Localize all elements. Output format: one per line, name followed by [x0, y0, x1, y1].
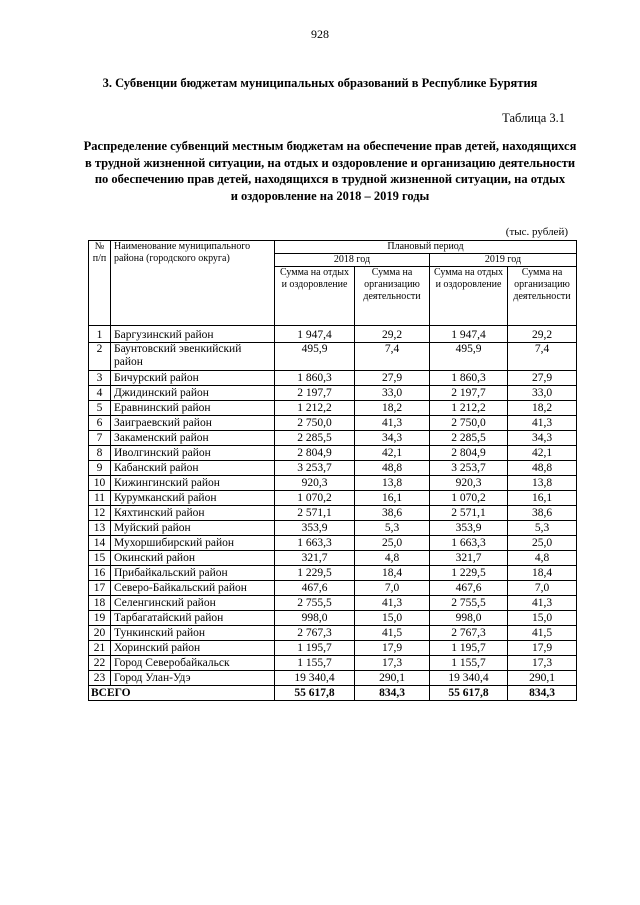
sum-2019-rest: 2 285,5	[430, 431, 508, 446]
sum-2019-organization: 7,0	[508, 581, 577, 596]
table-row	[89, 611, 577, 626]
sum-2018-organization: 18,4	[355, 566, 430, 581]
table-row	[89, 416, 577, 431]
sum-2018-organization: 13,8	[355, 476, 430, 491]
sum-2019-rest: 353,9	[430, 521, 508, 536]
header-2019-organization: Сумма на организацию деятельности	[508, 267, 577, 326]
sum-2019-organization: 25,0	[508, 536, 577, 551]
sum-2019-rest: 1 195,7	[430, 641, 508, 656]
district-name: Хоринский район	[111, 641, 275, 656]
sum-2018-organization: 290,1	[355, 671, 430, 686]
table-row	[89, 401, 577, 416]
table-row	[89, 641, 577, 656]
sum-2018-rest: 2 804,9	[275, 446, 355, 461]
total-2018-rest: 55 617,8	[275, 686, 355, 701]
row-number: 2	[89, 343, 111, 371]
total-row	[89, 686, 577, 701]
sum-2018-rest: 321,7	[275, 551, 355, 566]
district-name: Кабанский район	[111, 461, 275, 476]
sum-2018-organization: 33,0	[355, 386, 430, 401]
page-number: 928	[311, 27, 329, 41]
sum-2019-organization: 38,6	[508, 506, 577, 521]
sum-2019-organization: 5,3	[508, 521, 577, 536]
units-label: (тыс. рублей)	[505, 226, 568, 238]
sum-2018-organization: 16,1	[355, 491, 430, 506]
table-title-line: в трудной жизненной ситуации, на отдых и оздоровление и организацию деятельности	[84, 155, 576, 170]
table-row	[89, 461, 577, 476]
sum-2018-rest: 3 253,7	[275, 461, 355, 476]
sum-2018-organization: 29,2	[355, 326, 430, 343]
sum-2018-rest: 467,6	[275, 581, 355, 596]
sum-2018-rest: 2 767,3	[275, 626, 355, 641]
sum-2019-rest: 2 804,9	[430, 446, 508, 461]
district-name: Тарбагатайский район	[111, 611, 275, 626]
table-row	[89, 656, 577, 671]
header-year-2018: 2018 год	[275, 254, 430, 267]
sum-2018-rest: 1 070,2	[275, 491, 355, 506]
sum-2019-organization: 17,3	[508, 656, 577, 671]
sum-2018-rest: 2 197,7	[275, 386, 355, 401]
sum-2019-rest: 2 750,0	[430, 416, 508, 431]
row-number: 21	[89, 641, 111, 656]
total-label: ВСЕГО	[89, 686, 275, 701]
sum-2019-rest: 3 253,7	[430, 461, 508, 476]
header-2018-organization: Сумма на организацию деятельности	[355, 267, 430, 326]
district-name: Город Северобайкальск	[111, 656, 275, 671]
sum-2019-rest: 1 155,7	[430, 656, 508, 671]
sum-2019-rest: 321,7	[430, 551, 508, 566]
subsidy-table	[88, 240, 577, 701]
table-row	[89, 671, 577, 686]
row-number: 1	[89, 326, 111, 343]
sum-2019-rest: 2 755,5	[430, 596, 508, 611]
sum-2018-organization: 25,0	[355, 536, 430, 551]
sum-2019-organization: 4,8	[508, 551, 577, 566]
header-name: Наименование муниципального района (городского округа)	[111, 241, 275, 326]
row-number: 19	[89, 611, 111, 626]
sum-2018-organization: 15,0	[355, 611, 430, 626]
sum-2018-organization: 7,0	[355, 581, 430, 596]
table-row	[89, 446, 577, 461]
row-number: 5	[89, 401, 111, 416]
district-name: Баунтовский эвенкийский район	[111, 343, 275, 371]
sum-2019-rest: 1 070,2	[430, 491, 508, 506]
sum-2019-rest: 2 767,3	[430, 626, 508, 641]
table-title-line: Распределение субвенций местным бюджетам на обеспечение прав детей, находящихся	[83, 139, 577, 153]
row-number: 11	[89, 491, 111, 506]
sum-2018-rest: 495,9	[275, 343, 355, 371]
sum-2019-rest: 1 860,3	[430, 371, 508, 386]
sum-2019-organization: 13,8	[508, 476, 577, 491]
sum-2018-rest: 1 947,4	[275, 326, 355, 343]
sum-2018-organization: 7,4	[355, 343, 430, 371]
table-row	[89, 596, 577, 611]
sum-2018-rest: 1 663,3	[275, 536, 355, 551]
table-label: Таблица 3.1	[502, 111, 565, 125]
row-number: 22	[89, 656, 111, 671]
sum-2019-organization: 16,1	[508, 491, 577, 506]
sum-2018-rest: 1 860,3	[275, 371, 355, 386]
sum-2018-rest: 2 285,5	[275, 431, 355, 446]
sum-2019-rest: 998,0	[430, 611, 508, 626]
header-year-2019: 2019 год	[430, 254, 577, 267]
sum-2019-organization: 41,5	[508, 626, 577, 641]
row-number: 20	[89, 626, 111, 641]
header-plan-period: Плановый период	[275, 241, 577, 254]
sum-2019-rest: 1 947,4	[430, 326, 508, 343]
sum-2019-rest: 2 197,7	[430, 386, 508, 401]
table-row	[89, 566, 577, 581]
sum-2018-organization: 5,3	[355, 521, 430, 536]
sum-2019-rest: 920,3	[430, 476, 508, 491]
sum-2018-rest: 1 155,7	[275, 656, 355, 671]
district-name: Мухоршибирский район	[111, 536, 275, 551]
sum-2019-rest: 2 571,1	[430, 506, 508, 521]
sum-2019-organization: 27,9	[508, 371, 577, 386]
sum-2019-organization: 41,3	[508, 596, 577, 611]
row-number: 8	[89, 446, 111, 461]
section-title: 3. Субвенции бюджетам муниципальных образований в Республике Бурятия	[102, 76, 538, 90]
sum-2019-organization: 7,4	[508, 343, 577, 371]
table-row	[89, 626, 577, 641]
table-row	[89, 491, 577, 506]
row-number: 17	[89, 581, 111, 596]
sum-2018-organization: 17,9	[355, 641, 430, 656]
sum-2019-organization: 15,0	[508, 611, 577, 626]
sum-2018-rest: 920,3	[275, 476, 355, 491]
table-row	[89, 326, 577, 343]
sum-2018-rest: 2 755,5	[275, 596, 355, 611]
sum-2019-rest: 1 229,5	[430, 566, 508, 581]
row-number: 13	[89, 521, 111, 536]
district-name: Северо-Байкальский район	[111, 581, 275, 596]
row-number: 15	[89, 551, 111, 566]
sum-2018-rest: 998,0	[275, 611, 355, 626]
district-name: Еравнинский район	[111, 401, 275, 416]
table-title-line: по обеспечению прав детей, находящихся в трудной жизненной ситуации, на отдых	[94, 172, 566, 186]
row-number: 9	[89, 461, 111, 476]
sum-2018-organization: 42,1	[355, 446, 430, 461]
row-number: 16	[89, 566, 111, 581]
sum-2019-organization: 41,3	[508, 416, 577, 431]
header-2018-rest: Сумма на отдых и оздоровление	[275, 267, 355, 326]
district-name: Иволгинский район	[111, 446, 275, 461]
district-name: Прибайкальский район	[111, 566, 275, 581]
sum-2018-organization: 4,8	[355, 551, 430, 566]
district-name: Тункинский район	[111, 626, 275, 641]
row-number: 18	[89, 596, 111, 611]
district-name: Муйский район	[111, 521, 275, 536]
row-number: 23	[89, 671, 111, 686]
sum-2019-rest: 1 663,3	[430, 536, 508, 551]
header-num: № п/п	[89, 241, 111, 326]
sum-2018-organization: 38,6	[355, 506, 430, 521]
sum-2018-organization: 17,3	[355, 656, 430, 671]
sum-2019-organization: 29,2	[508, 326, 577, 343]
row-number: 7	[89, 431, 111, 446]
table-row	[89, 343, 577, 371]
row-number: 12	[89, 506, 111, 521]
sum-2018-rest: 2 571,1	[275, 506, 355, 521]
sum-2019-rest: 495,9	[430, 343, 508, 371]
table-row	[89, 581, 577, 596]
table-title	[70, 138, 590, 204]
district-name: Курумканский район	[111, 491, 275, 506]
sum-2019-organization: 48,8	[508, 461, 577, 476]
district-name: Селенгинский район	[111, 596, 275, 611]
district-name: Кяхтинский район	[111, 506, 275, 521]
sum-2019-rest: 19 340,4	[430, 671, 508, 686]
sum-2018-rest: 1 212,2	[275, 401, 355, 416]
sum-2018-rest: 1 195,7	[275, 641, 355, 656]
district-name: Заиграевский район	[111, 416, 275, 431]
sum-2018-organization: 48,8	[355, 461, 430, 476]
district-name: Джидинский район	[111, 386, 275, 401]
sum-2019-organization: 18,2	[508, 401, 577, 416]
sum-2018-organization: 18,2	[355, 401, 430, 416]
sum-2019-organization: 34,3	[508, 431, 577, 446]
sum-2018-organization: 41,3	[355, 596, 430, 611]
row-number: 14	[89, 536, 111, 551]
sum-2019-organization: 18,4	[508, 566, 577, 581]
sum-2018-rest: 2 750,0	[275, 416, 355, 431]
total-2019-organization: 834,3	[508, 686, 577, 701]
sum-2018-rest: 1 229,5	[275, 566, 355, 581]
table-row	[89, 476, 577, 491]
sum-2019-organization: 290,1	[508, 671, 577, 686]
district-name: Окинский район	[111, 551, 275, 566]
sum-2018-organization: 27,9	[355, 371, 430, 386]
row-number: 3	[89, 371, 111, 386]
table-row	[89, 551, 577, 566]
table-row	[89, 506, 577, 521]
district-name: Бичурский район	[111, 371, 275, 386]
header-2019-rest: Сумма на отдых и оздоровление	[430, 267, 508, 326]
sum-2018-organization: 41,5	[355, 626, 430, 641]
sum-2018-rest: 353,9	[275, 521, 355, 536]
sum-2018-rest: 19 340,4	[275, 671, 355, 686]
row-number: 4	[89, 386, 111, 401]
sum-2019-rest: 467,6	[430, 581, 508, 596]
table-row	[89, 386, 577, 401]
district-name: Город Улан-Удэ	[111, 671, 275, 686]
row-number: 10	[89, 476, 111, 491]
total-2019-rest: 55 617,8	[430, 686, 508, 701]
district-name: Кижингинский район	[111, 476, 275, 491]
sum-2019-organization: 33,0	[508, 386, 577, 401]
table-row	[89, 536, 577, 551]
table-title-line: и оздоровление на 2018 – 2019 годы	[230, 188, 430, 203]
sum-2018-organization: 34,3	[355, 431, 430, 446]
row-number: 6	[89, 416, 111, 431]
table-row	[89, 371, 577, 386]
total-2018-organization: 834,3	[355, 686, 430, 701]
sum-2019-rest: 1 212,2	[430, 401, 508, 416]
sum-2019-organization: 17,9	[508, 641, 577, 656]
sum-2018-organization: 41,3	[355, 416, 430, 431]
table-row	[89, 521, 577, 536]
district-name: Закаменский район	[111, 431, 275, 446]
district-name: Баргузинский район	[111, 326, 275, 343]
sum-2019-organization: 42,1	[508, 446, 577, 461]
table-row	[89, 431, 577, 446]
